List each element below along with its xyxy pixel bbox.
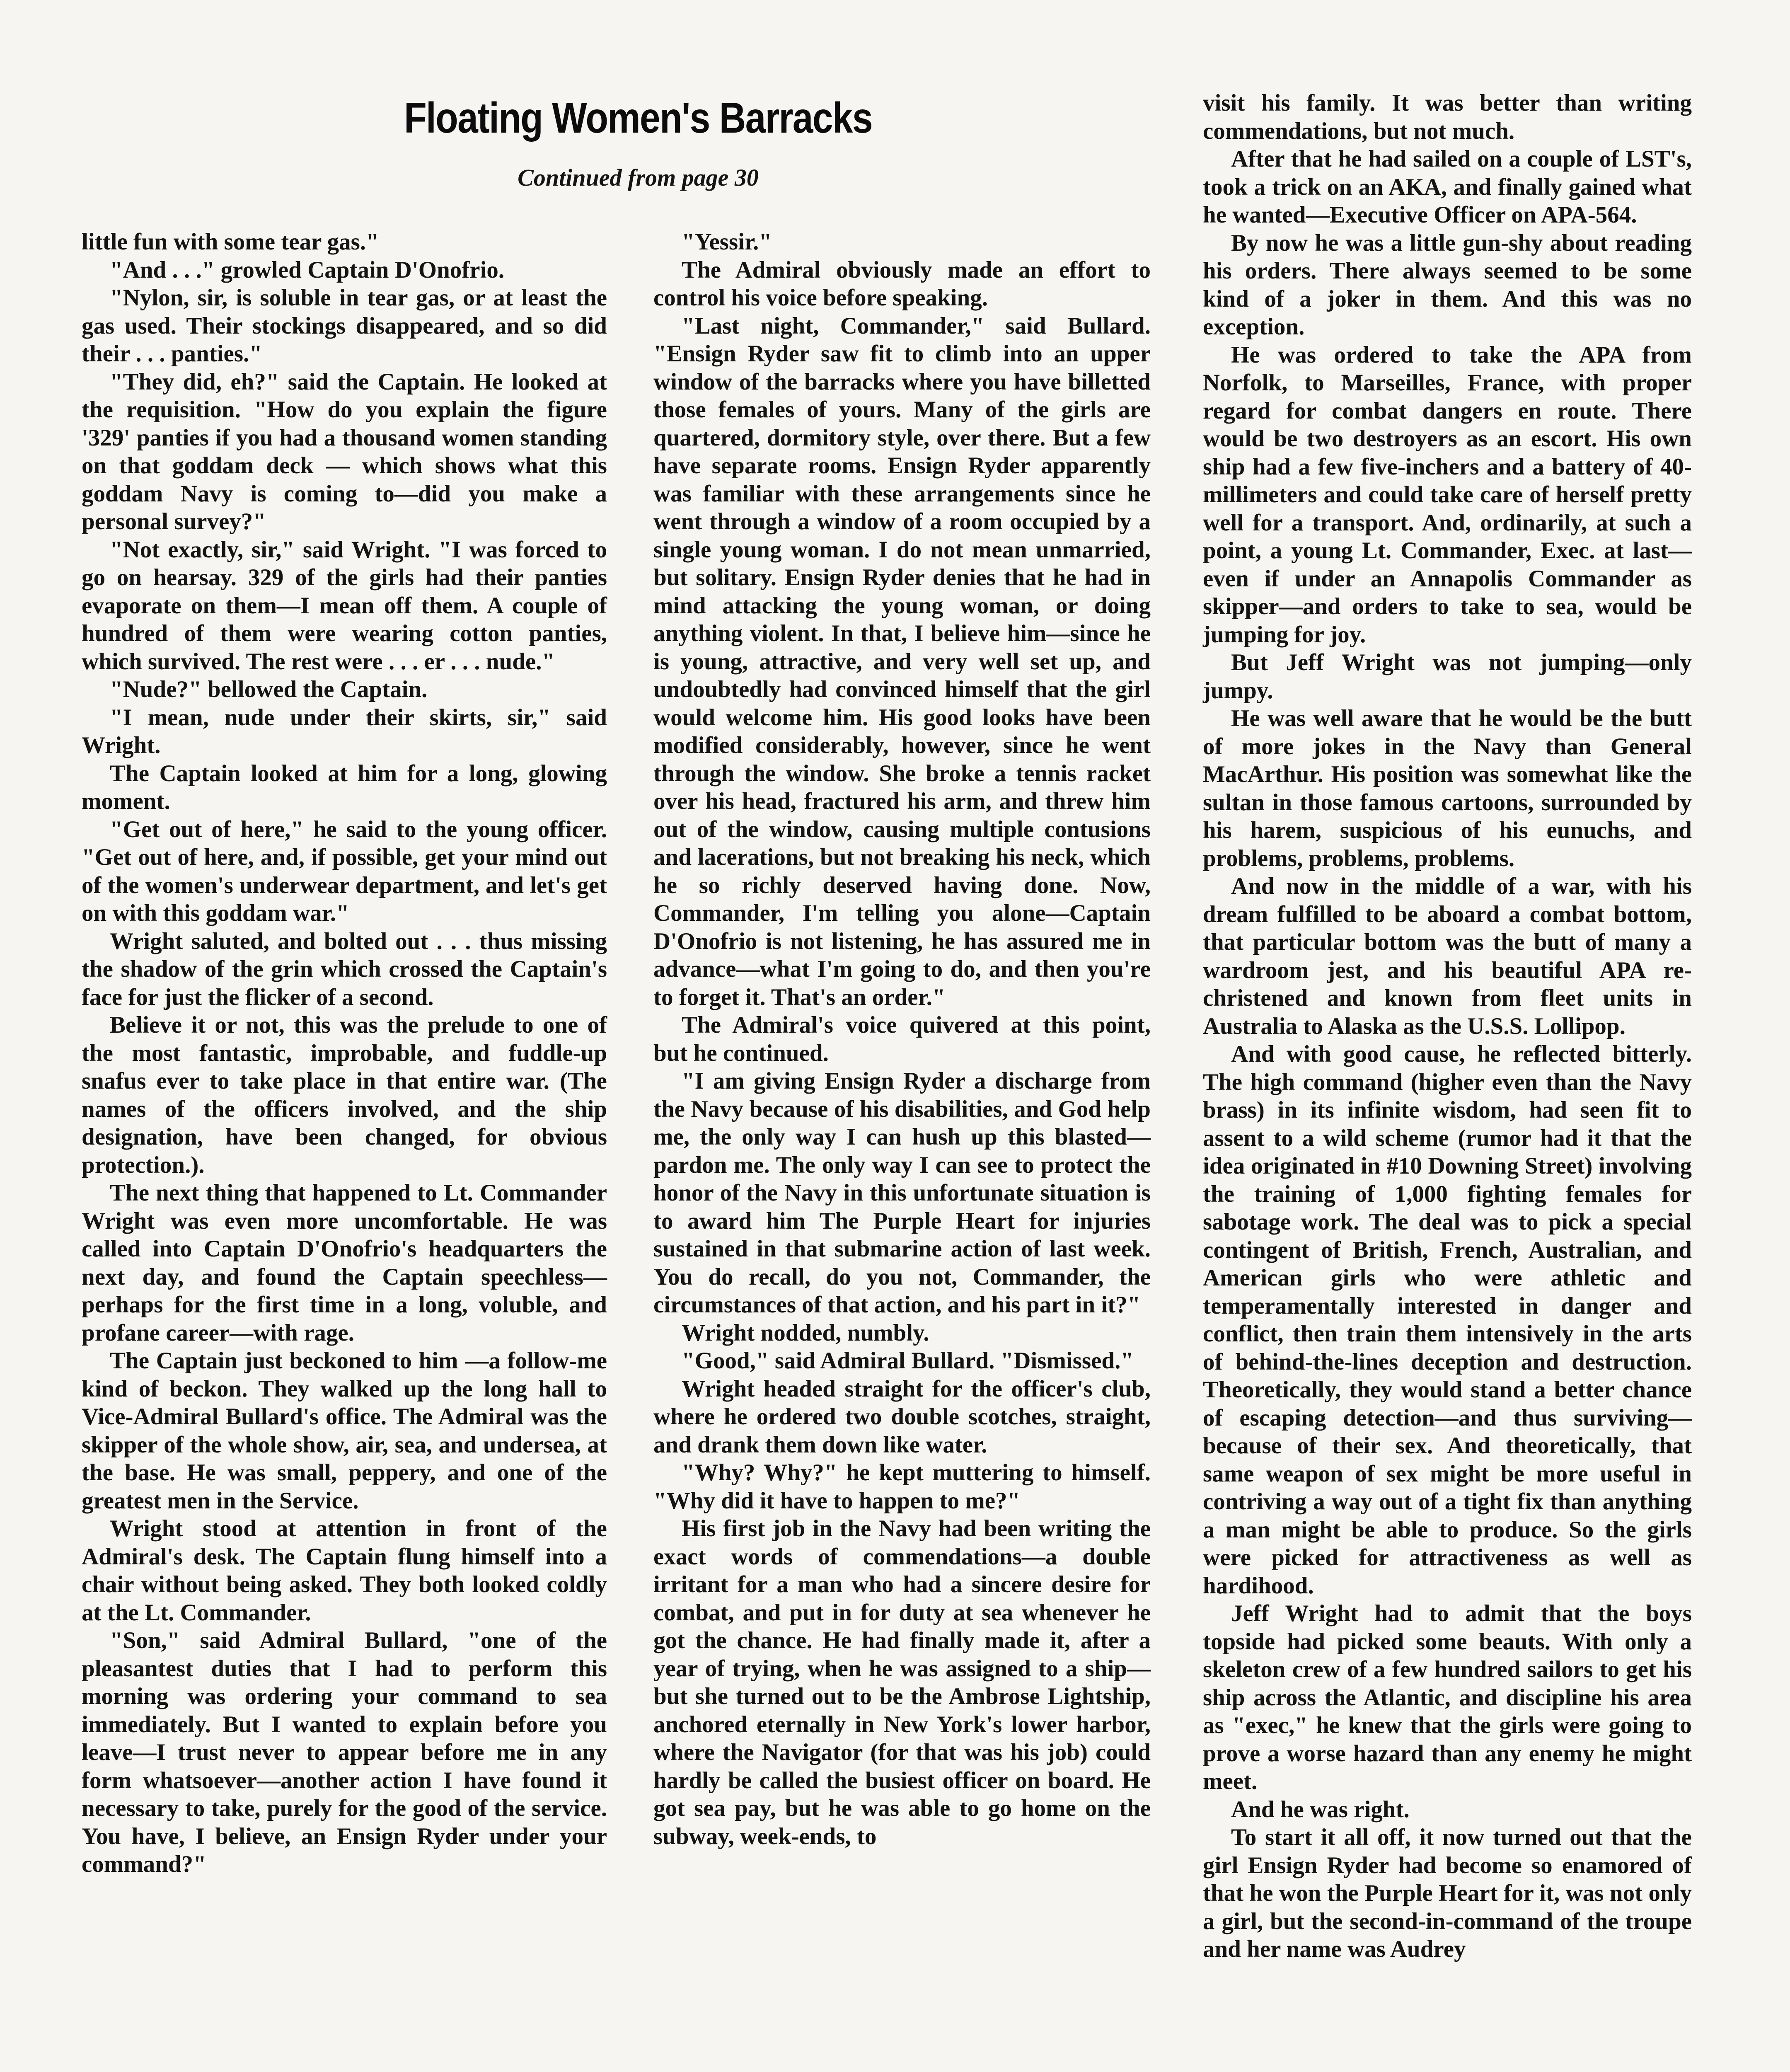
- paragraph: little fun with some tear gas.": [82, 229, 379, 255]
- paragraph: "I mean, nude under their skirts, sir," said Wright.: [82, 704, 607, 758]
- paragraph: Wright nodded, numbly.: [682, 1319, 929, 1346]
- text-column-2: [653, 228, 1151, 2072]
- paragraph: "I am giving Ensign Ryder a discharge from the Navy because of his disabilities, and God help me, the only way I can hush up this blasted—pardon me. The only way I can see to protect the honor of the Navy in this unfortunate situation is to award him The Purple Heart for injuries sustained in that submarine action of last week. You do recall, do you not, Commander, the circumstances of that action, and his part in it?": [653, 1068, 1151, 1318]
- paragraph: "Why? Why?" he kept muttering to himself. "Why did it have to happen to me?": [653, 1460, 1151, 1514]
- paragraph: Believe it or not, this was the prelude to one of the most fantastic, improbable, and fuddle-up snafus ever to take place in that entire war. (The names of the officers involved, and the ship designation, have been changed, for obvious protection.).: [82, 1012, 607, 1178]
- paragraph: And he was right.: [1231, 1796, 1410, 1823]
- paragraph: By now he was a little gun-shy about reading his orders. There always seemed to be some kind of a joker in them. And this was no exception.: [1203, 230, 1692, 340]
- paragraph: The Admiral's voice quivered at this point, but he continued.: [653, 1012, 1151, 1066]
- paragraph: "Last night, Commander," said Bullard. "Ensign Ryder saw fit to climb into an upper window of the barracks where you have billetted those females of yours. Many of the girls are quartered, dormitory style, over there. But a few have separate rooms. Ensign Ryder apparently was familiar with these arrangements since he went through a window of a room occupied by a single young woman. I do not mean unmarried, but solitary. Ensign Ryder denies that he had in mind attacking the young woman, or doing anything violent. In that, I believe him—since he is young, attractive, and very well set up, and undoubtedly had convinced himself that the girl would welcome him. His good looks have been modified considerably, however, since he went through the window. She broke a tennis racket over his head, fractured his arm, and threw him out of the window, causing multiple contusions and lacerations, but not breaking his neck, which he so richly deserved having done. Now, Commander, I'm telling you alone—Captain D'Onofrio is not listening, he has assured me in advance—what I'm going to do, and then you're to forget it. That's an order.": [653, 312, 1151, 1010]
- paragraph: "Nude?" bellowed the Captain.: [110, 676, 428, 702]
- text-column-3: [1203, 89, 1692, 2072]
- paragraph: His first job in the Navy had been writing the exact words of commendations—a double irritant for a man who had a sincere desire for combat, and put in for duty at sea whenever he got the chance. He had finally made it, after a year of trying, when he was assigned to a ship—but she turned out to be the Ambrose Lightship, anchored eternally in New York's lower harbor, where the Navigator (for that was his job) could hardly be called the busiest officer on board. He got sea pay, but he was able to go home on the subway, week-ends, to: [653, 1515, 1151, 1849]
- paragraph: After that he had sailed on a couple of LST's, took a trick on an AKA, and finally gained what he wanted—Executive Officer on APA-564.: [1203, 146, 1692, 228]
- paragraph: Jeff Wright had to admit that the boys topside had picked some beauts. With only a skeleton crew of a few hundred sailors to get his ship across the Atlantic, and discipline his area as "exec," he knew that the girls were going to prove a worse hazard than any enemy he might meet.: [1203, 1600, 1692, 1794]
- paragraph: And now in the middle of a war, with his dream fulfilled to be aboard a combat bottom, that particular bottom was the butt of many a wardroom jest, and his beautiful APA re-christened and known from fleet units in Australia to Alaska as the U.S.S. Lollipop.: [1203, 873, 1692, 1039]
- paragraph: He was ordered to take the APA from Norfolk, to Marseilles, France, with proper regard for combat dangers en route. There would be two destroyers as an escort. His own ship had a few five-inchers and a battery of 40-millimeters and could take care of herself pretty well for a transport. And, ordinarily, at such a point, a young Lt. Commander, Exec. at last—even if under an Annapolis Commander as skipper—and orders to take to sea, would be jumping for joy.: [1203, 341, 1692, 648]
- paragraph: "Nylon, sir, is soluble in tear gas, or at least the gas used. Their stockings disappeared, and so did their . . . panties.": [82, 285, 607, 367]
- paragraph: Wright stood at attention in front of the Admiral's desk. The Captain flung himself into a chair without being asked. They both looked coldly at the Lt. Commander.: [82, 1515, 607, 1626]
- paragraph: The Captain looked at him for a long, glowing moment.: [82, 760, 607, 814]
- paragraph: "Yessir.": [682, 229, 772, 255]
- paragraph: To start it all off, it now turned out that the girl Ensign Ryder had become so enamored of that he won the Purple Heart for it, was not only a girl, but the second-in-command of the troupe and her name was Audrey: [1203, 1824, 1692, 1962]
- paragraph: "Not exactly, sir," said Wright. "I was forced to go on hearsay. 329 of the girls had their panties evaporate on them—I mean off them. A couple of hundred of them were wearing cotton panties, which survived. The rest were . . . er . . . nude.": [82, 536, 607, 675]
- paragraph: "And . . ." growled Captain D'Onofrio.: [110, 257, 505, 283]
- paragraph: And with good cause, he reflected bitterly. The high command (higher even than the Navy brass) in its infinite wisdom, had seen fit to assent to a wild scheme (rumor had it that the idea originated in #10 Downing Street) involving the training of 1,000 fighting females for sabotage work. The deal was to pick a special contingent of British, French, Australian, and American girls who were athletic and temperamentally interested in danger and conflict, then train them intensively in the arts of behind-the-lines deception and destruction. Theoretically, they would stand a better chance of escaping detection—and thus surviving—because of their sex. And theoretically, that same weapon of sex might be more useful in contriving a way out of a tight fix than anything a man might be able to produce. So the girls were picked for attractiveness as well as hardihood.: [1203, 1041, 1692, 1599]
- paragraph: visit his family. It was better than writing commendations, but not much.: [1203, 90, 1692, 144]
- paragraph: Wright headed straight for the officer's club, where he ordered two double scotches, straight, and drank them down like water.: [653, 1375, 1151, 1458]
- paragraph: "They did, eh?" said the Captain. He looked at the requisition. "How do you explain the figure '329' panties if you had a thousand women standing on that goddam deck — which shows what this goddam Navy is coming to—did you make a personal survey?": [82, 368, 607, 535]
- paragraph: The Admiral obviously made an effort to control his voice before speaking.: [653, 257, 1151, 311]
- paragraph: "Get out of here," he said to the young officer. "Get out of here, and, if possible, get your mind out of the women's underwear department, and let's get on with this goddam war.": [82, 816, 607, 926]
- paragraph: "Son," said Admiral Bullard, "one of the pleasantest duties that I had to perform this morning was ordering your command to sea immediately. But I wanted to explain before you leave—I trust never to appear before me in any form whatsoever—another action I have found it necessary to take, purely for the good of the service. You have, I believe, an Ensign Ryder under your command?": [82, 1627, 607, 1877]
- paragraph: Wright saluted, and bolted out . . . thus missing the shadow of the grin which crossed the Captain's face for just the flicker of a second.: [82, 928, 607, 1010]
- paragraph: "Good," said Admiral Bullard. "Dismissed.": [682, 1348, 1134, 1374]
- paragraph: The next thing that happened to Lt. Commander Wright was even more uncomfortable. He was called into Captain D'Onofrio's headquarters the next day, and found the Captain speechless—perhaps for the first time in a long, voluble, and profane career—with rage.: [82, 1180, 607, 1346]
- paragraph: The Captain just beckoned to him —a follow-me kind of beckon. They walked up the long hall to Vice-Admiral Bullard's office. The Admiral was the skipper of the whole show, air, sea, and undersea, at the base. He was small, peppery, and one of the greatest men in the Service.: [82, 1348, 607, 1514]
- text-column-1: [82, 228, 607, 2072]
- continued-note: Continued from page 30: [518, 164, 759, 191]
- paragraph: He was well aware that he would be the butt of more jokes in the Navy than General MacArthur. His position was somewhat like the sultan in those famous cartoons, surrounded by his harem, suspicious of his eunuchs, and problems, problems, problems.: [1203, 705, 1692, 871]
- paragraph: But Jeff Wright was not jumping—only jumpy.: [1203, 649, 1692, 704]
- article-title: Floating Women's Barracks: [404, 94, 872, 142]
